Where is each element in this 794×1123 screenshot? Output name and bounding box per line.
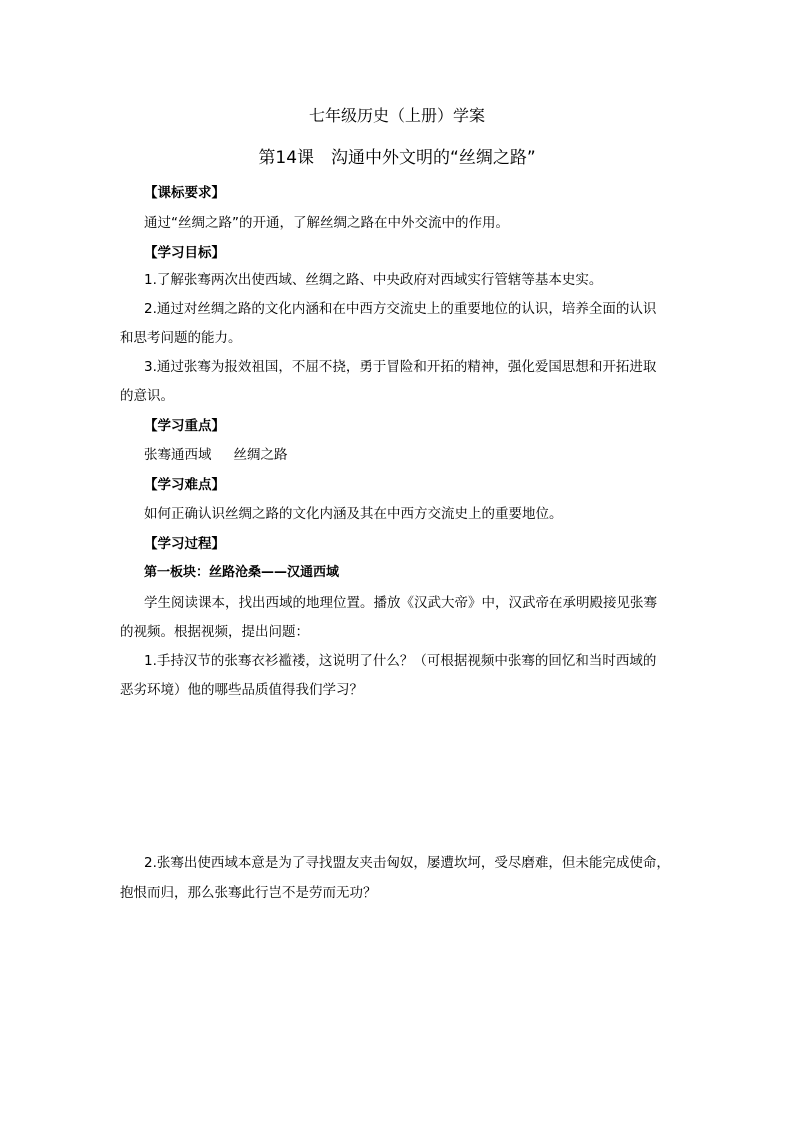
lesson-title: 第14课 沟通中外文明的“丝绸之路” xyxy=(258,148,536,168)
heading-curriculum-standard: 【课标要求】 xyxy=(144,185,225,201)
key-point-2: 丝绸之路 xyxy=(233,447,288,463)
goal-item-2-line-2: 和思考问题的能力。 xyxy=(120,330,242,346)
block-1-title: 第一板块：丝路沧桑——汉通西域 xyxy=(144,565,340,580)
question-2-line-2: 抱恨而归，那么张骞此行岂不是劳而无功？ xyxy=(120,885,377,901)
question-1-line-1: 1.手持汉节的张骞衣衫褴褛，这说明了什么？（可根据视频中张骞的回忆和当时西域的 xyxy=(144,653,657,669)
heading-difficulties: 【学习难点】 xyxy=(144,477,225,493)
process-intro-line-2: 的视频。根据视频，提出问题： xyxy=(120,624,309,640)
question-2-line-1: 2.张骞出使西域本意是为了寻找盟友夹击匈奴，屡遭坎坷，受尽磨难，但未能完成使命， xyxy=(144,855,670,871)
question-1-line-2: 恶劣环境）他的哪些品质值得我们学习？ xyxy=(120,682,363,698)
curriculum-standard-text: 通过“丝绸之路”的开通，了解丝绸之路在中外交流中的作用。 xyxy=(144,215,509,231)
key-points-text xyxy=(144,445,288,465)
process-intro-line-1: 学生阅读课本，找出西域的地理位置。播放《汉武大帝》中，汉武帝在承明殿接见张骞 xyxy=(144,595,657,611)
difficulties-text: 如何正确认识丝绸之路的文化内涵及其在中西方交流史上的重要地位。 xyxy=(144,506,563,522)
heading-learning-goals: 【学习目标】 xyxy=(144,245,225,261)
heading-key-points: 【学习重点】 xyxy=(144,418,225,434)
goal-item-1: 1.了解张骞两次出使西域、丝绸之路、中央政府对西域实行管辖等基本史实。 xyxy=(144,272,603,288)
doc-title: 七年级历史（上册）学案 xyxy=(308,106,485,125)
heading-learning-process: 【学习过程】 xyxy=(144,536,225,552)
goal-item-3-line-2: 的意识。 xyxy=(120,388,174,404)
key-point-1: 张骞通西域 xyxy=(144,447,212,463)
goal-item-2-line-1: 2.通过对丝绸之路的文化内涵和在中西方交流史上的重要地位的认识，培养全面的认识 xyxy=(144,301,657,317)
goal-item-3-line-1: 3.通过张骞为报效祖国，不屈不挠，勇于冒险和开拓的精神，强化爱国思想和开拓进取 xyxy=(144,359,657,375)
